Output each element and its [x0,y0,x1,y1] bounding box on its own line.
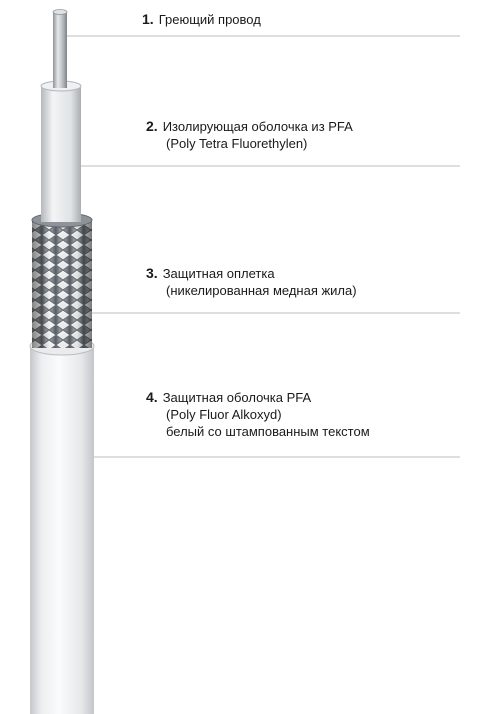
part-text: (Poly Tetra Fluorethylen) [166,136,308,151]
pfa-insulation [41,81,81,222]
part-label-1 [142,11,261,28]
part-number: 2. [146,118,158,134]
part-label-2 [146,118,353,152]
part-text: Греющий провод [158,12,261,27]
part-label-4 [146,389,370,440]
part-text: (никелированная медная жила) [166,283,357,298]
part-number: 3. [146,265,158,281]
part-text: белый со штампованным текстом [166,424,370,439]
outer-jacket [30,337,94,714]
heating-conductor [53,10,67,89]
part-number: 1. [142,11,154,27]
part-text: Защитная оплетка [162,266,275,281]
part-text: Изолирующая оболочка из PFA [162,119,353,134]
part-text: (Poly Fluor Alkoxyd) [166,407,282,422]
part-text: Защитная оболочка PFA [162,390,312,405]
protective-braid [32,213,92,348]
part-number: 4. [146,389,158,405]
part-label-3 [146,265,357,299]
